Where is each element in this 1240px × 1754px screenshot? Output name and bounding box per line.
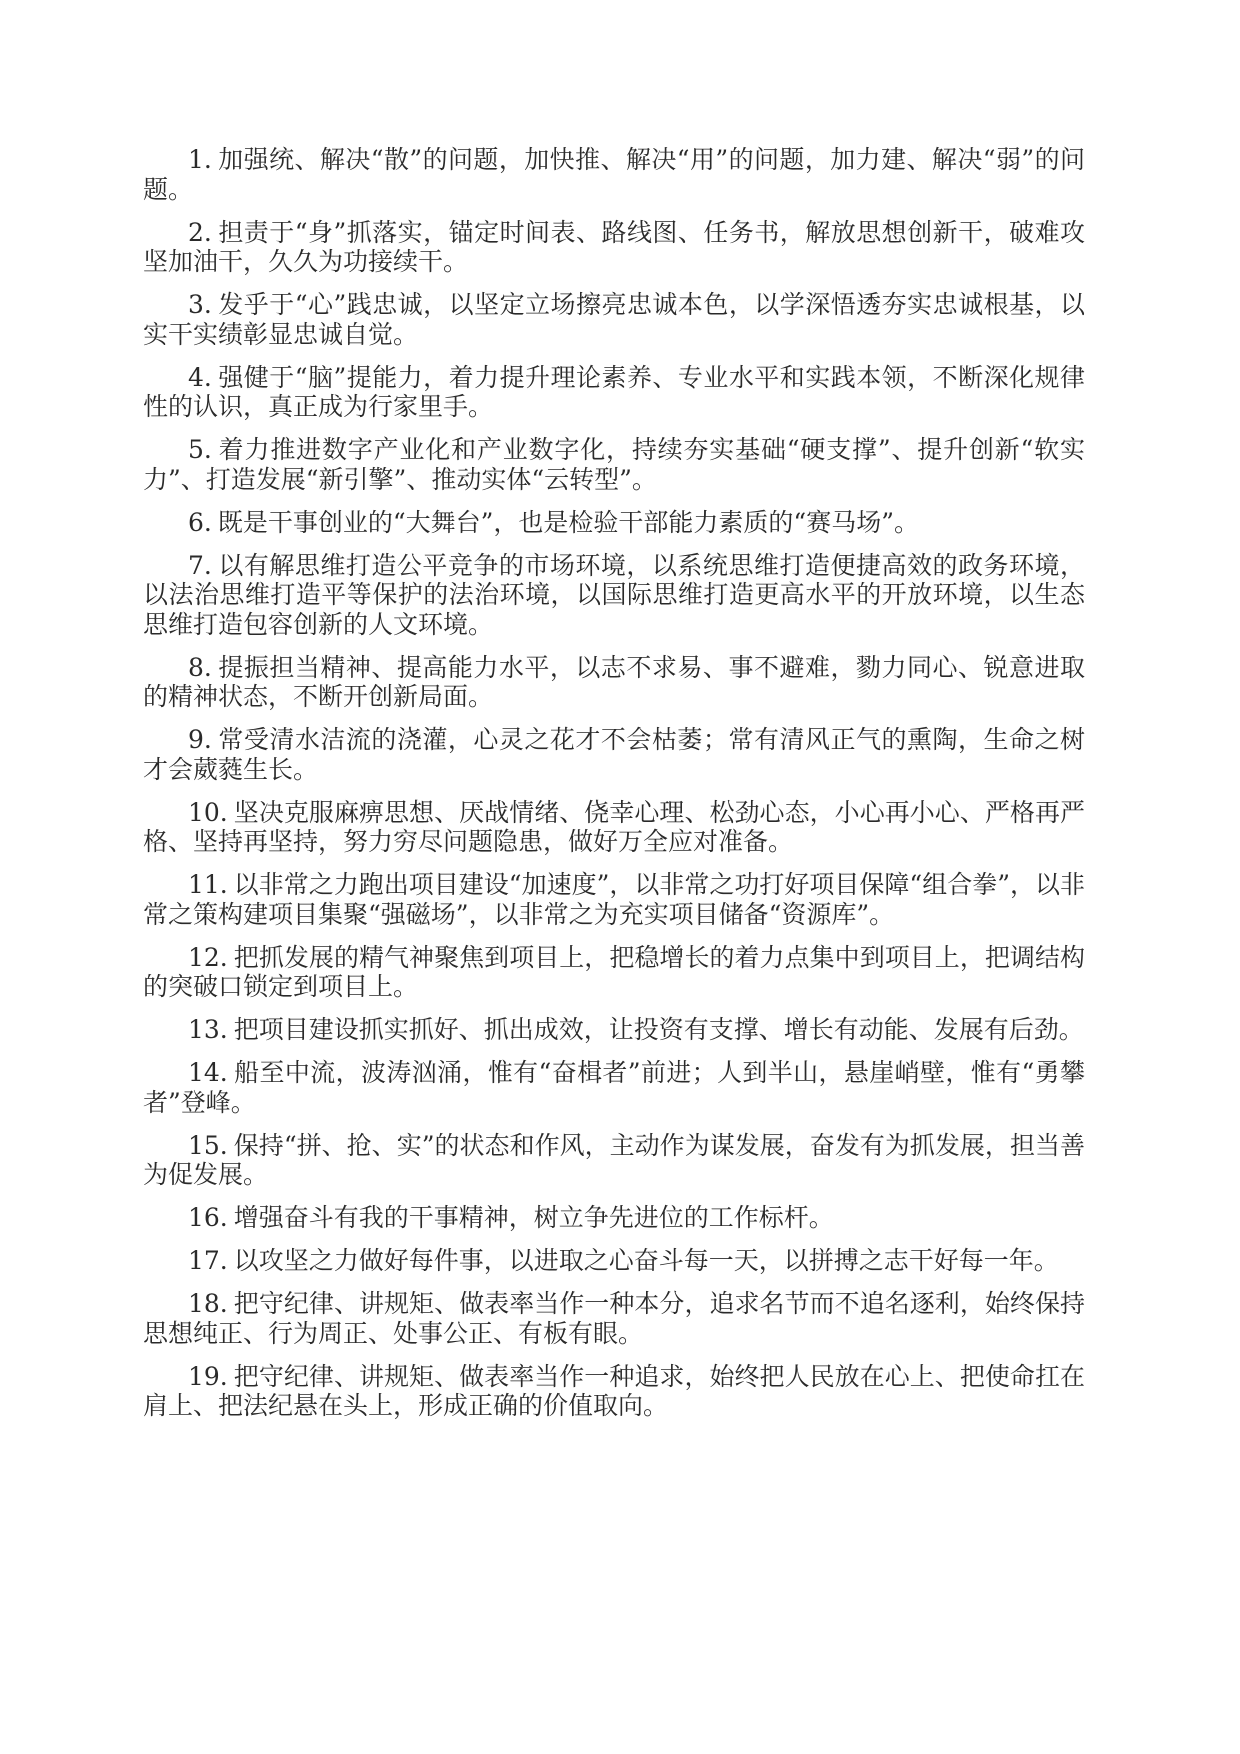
list-item [143, 363, 1085, 422]
item-number: 5. [188, 435, 212, 464]
item-number: 15. [188, 1130, 228, 1160]
list-item [143, 218, 1085, 277]
item-number: 12. [188, 942, 228, 972]
item-text: 提振担当精神、提高能力水平，以志不求易、事不避难，勠力同心、锐意进取的精神状态，不断开创新局面。 [143, 652, 1085, 711]
item-number: 1. [188, 145, 212, 174]
item-number: 9. [188, 725, 212, 754]
list-item [143, 1131, 1085, 1190]
item-number: 7. [188, 550, 212, 580]
item-number: 11. [188, 870, 228, 899]
list-item [143, 551, 1085, 640]
item-number: 2. [188, 217, 212, 247]
list-item [143, 1203, 1085, 1233]
item-text: 船至中流，波涛汹涌，惟有“奋楫者”前进；人到半山，悬崖峭壁，惟有“勇攀者”登峰。 [143, 1058, 1085, 1117]
item-number: 13. [188, 1015, 228, 1044]
item-text: 保持“拼、抢、实”的状态和作风，主动作为谋发展，奋发有为抓发展，担当善为促发展。 [143, 1130, 1085, 1189]
list-item [143, 870, 1085, 929]
item-number: 8. [188, 652, 212, 682]
item-text: 把项目建设抓实抓好、抓出成效，让投资有支撑、增长有动能、发展有后劲。 [233, 1015, 1084, 1044]
item-text: 把守纪律、讲规矩、做表率当作一种追求，始终把人民放在心上、把使命扛在肩上、把法纪悬在头上，形成正确的价值取向。 [143, 1361, 1085, 1420]
item-number: 14. [188, 1058, 228, 1087]
item-number: 16. [188, 1203, 228, 1232]
item-number: 3. [188, 290, 212, 319]
item-text: 既是干事创业的“大舞台”，也是检验干部能力素质的“赛马场”。 [217, 507, 919, 537]
list-item [143, 1362, 1085, 1421]
list-item [143, 798, 1085, 857]
item-text: 以有解思维打造公平竞争的市场环境，以系统思维打造便捷高效的政务环境，以法治思维打造平等保护的法治环境，以国际思维打造更高水平的开放环境，以生态思维打造包容创新的人文环境。 [143, 550, 1085, 639]
item-text: 把守纪律、讲规矩、做表率当作一种本分，追求名节而不追名逐利，始终保持思想纯正、行为周正、处事公正、有板有眼。 [143, 1289, 1085, 1348]
list-item [143, 1289, 1085, 1348]
item-number: 6. [188, 507, 212, 537]
list-item [143, 725, 1085, 784]
document-body [143, 145, 1085, 1434]
item-text: 坚决克服麻痹思想、厌战情绪、侥幸心理、松劲心态，小心再小心、严格再严格、坚持再坚持，努力穷尽问题隐患，做好万全应对准备。 [143, 797, 1085, 856]
item-number: 19. [188, 1361, 228, 1391]
item-text: 常受清水洁流的浇灌，心灵之花才不会枯萎；常有清风正气的熏陶，生命之树才会葳蕤生长。 [143, 725, 1085, 784]
item-text: 强健于“脑”提能力，着力提升理论素养、专业水平和实践本领，不断深化规律性的认识，真正成为行家里手。 [143, 362, 1085, 421]
item-number: 10. [188, 797, 228, 827]
list-item [143, 943, 1085, 1002]
list-item [143, 1015, 1085, 1045]
item-text: 增强奋斗有我的干事精神，树立争先进位的工作标杆。 [233, 1203, 834, 1232]
item-text: 把抓发展的精气神聚焦到项目上，把稳增长的着力点集中到项目上，把调结构的突破口锁定到项目上。 [143, 942, 1085, 1001]
list-item [143, 145, 1085, 204]
item-number: 4. [188, 362, 212, 392]
item-number: 17. [188, 1246, 228, 1275]
list-item [143, 290, 1085, 349]
item-number: 18. [188, 1289, 228, 1318]
item-text: 着力推进数字产业化和产业数字化，持续夯实基础“硬支撑”、提升创新“软实力”、打造发展“新引擎”、推动实体“云转型”。 [143, 435, 1085, 494]
item-text: 发乎于“心”践忠诚，以坚定立场擦亮忠诚本色，以学深悟透夯实忠诚根基，以实干实绩彰显忠诚自觉。 [143, 290, 1085, 349]
list-item [143, 435, 1085, 494]
item-text: 加强统、解决“散”的问题，加快推、解决“用”的问题，加力建、解决“弱”的问题。 [143, 145, 1085, 204]
list-item [143, 653, 1085, 712]
list-item [143, 508, 1085, 538]
item-text: 以非常之力跑出项目建设“加速度”，以非常之功打好项目保障“组合拳”，以非常之策构建项目集聚“强磁场”，以非常之为充实项目储备“资源库”。 [143, 870, 1085, 929]
list-item [143, 1058, 1085, 1117]
item-text: 担责于“身”抓落实，锚定时间表、路线图、任务书，解放思想创新干，破难攻坚加油干，久久为功接续干。 [143, 217, 1085, 276]
item-text: 以攻坚之力做好每件事，以进取之心奋斗每一天，以拼搏之志干好每一年。 [233, 1246, 1059, 1275]
list-item [143, 1246, 1085, 1276]
